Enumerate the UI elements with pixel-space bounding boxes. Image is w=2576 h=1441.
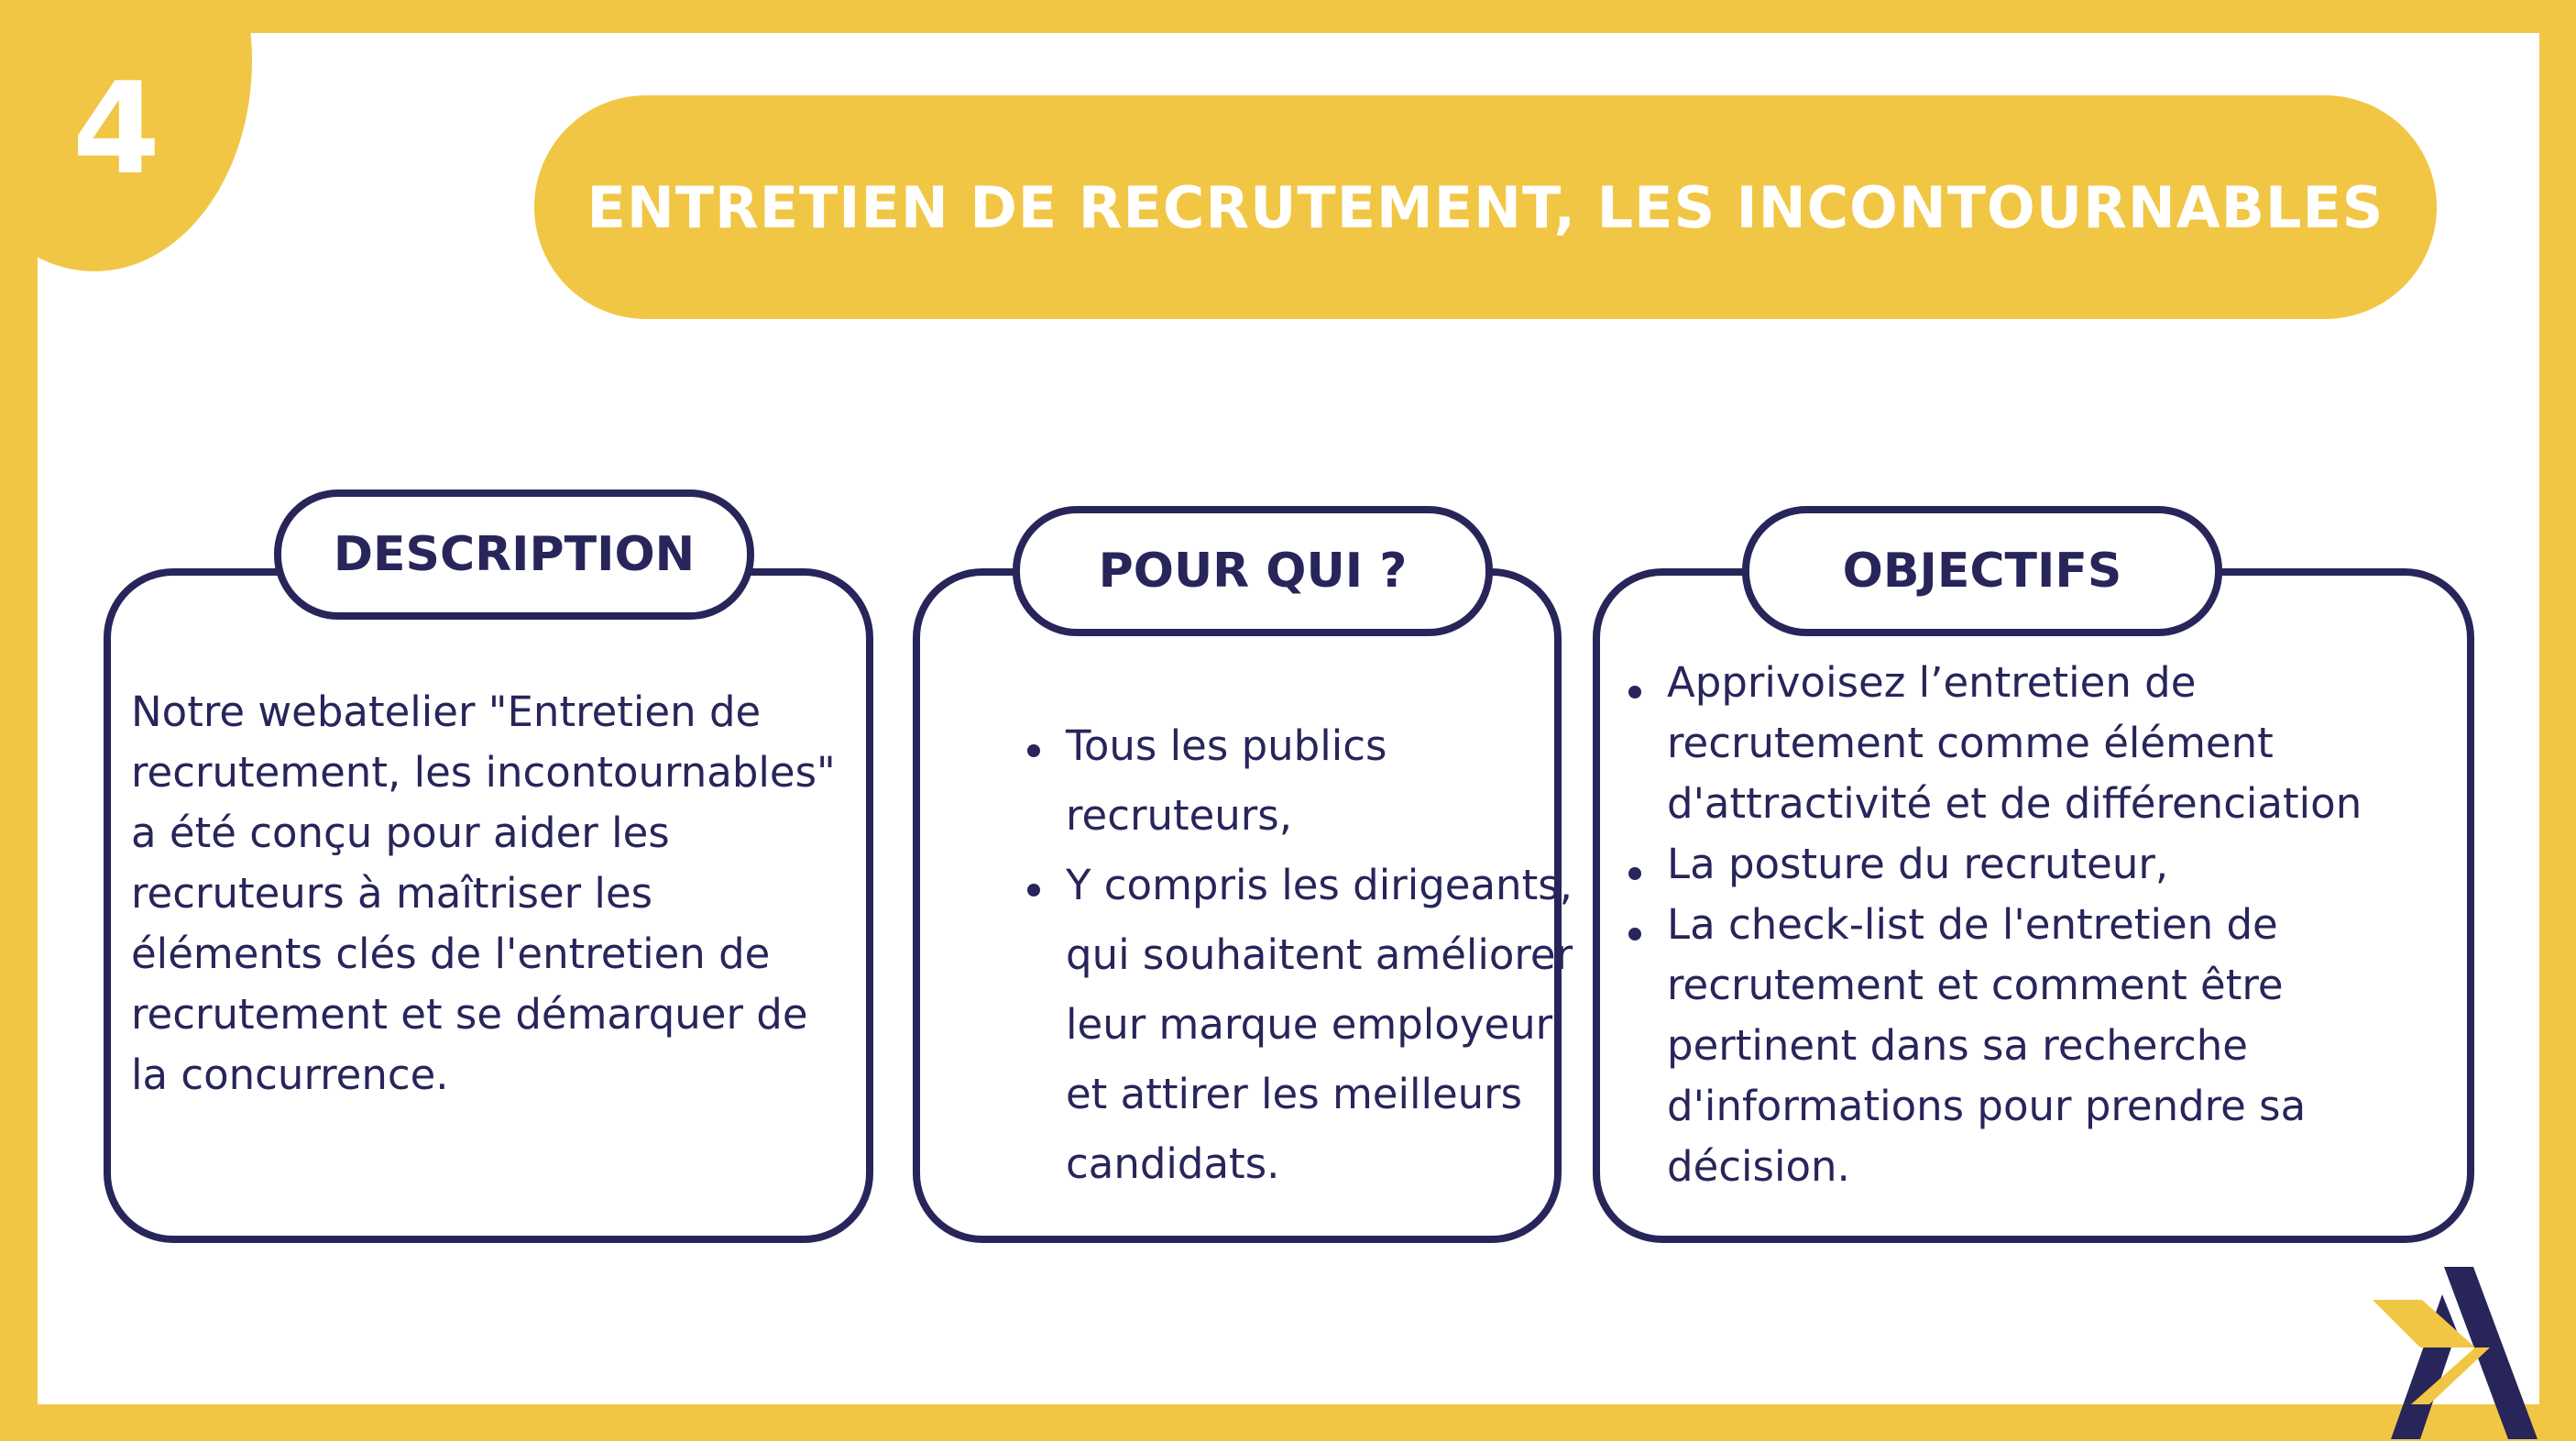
audience-tab: [1013, 506, 1493, 636]
brand-a-logo-icon: [2373, 1267, 2538, 1439]
description-tab: [274, 490, 754, 620]
objectives-list: [1628, 653, 2444, 1197]
title-banner: [534, 95, 2437, 319]
slide-canvas: [38, 33, 2539, 1404]
description-text: Notre webatelier "Entretien de recrutement, les incontournables" a été conçu pour aider les recruteurs à maîtriser les éléments clés de l'entretien de recrutement et se démarquer de la concurrence.: [131, 688, 836, 1099]
description-heading: DESCRIPTION: [333, 527, 696, 582]
list-item: Tous les publics recruteurs,: [1027, 711, 1577, 851]
objectives-heading: OBJECTIFS: [1842, 544, 2122, 599]
list-item: La check-list de l'entretien de recrutement et comment être pertinent dans sa recherche d'informations pour prendre sa décision.: [1628, 895, 2444, 1197]
list-item: La posture du recruteur,: [1628, 834, 2444, 895]
list-item: Apprivoisez l’entretien de recrutement comme élément d'attractivité et de différenciation: [1628, 653, 2444, 834]
audience-list: [1027, 711, 1577, 1199]
step-number: 4: [72, 55, 161, 203]
objectives-tab: [1742, 506, 2222, 636]
audience-heading: POUR QUI ?: [1098, 544, 1408, 599]
page-title: ENTRETIEN DE RECRUTEMENT, LES INCONTOURNABLES: [586, 173, 2384, 241]
list-item: Y compris les dirigeants, qui souhaitent améliorer leur marque employeur et attirer les meilleurs candidats.: [1027, 851, 1577, 1199]
